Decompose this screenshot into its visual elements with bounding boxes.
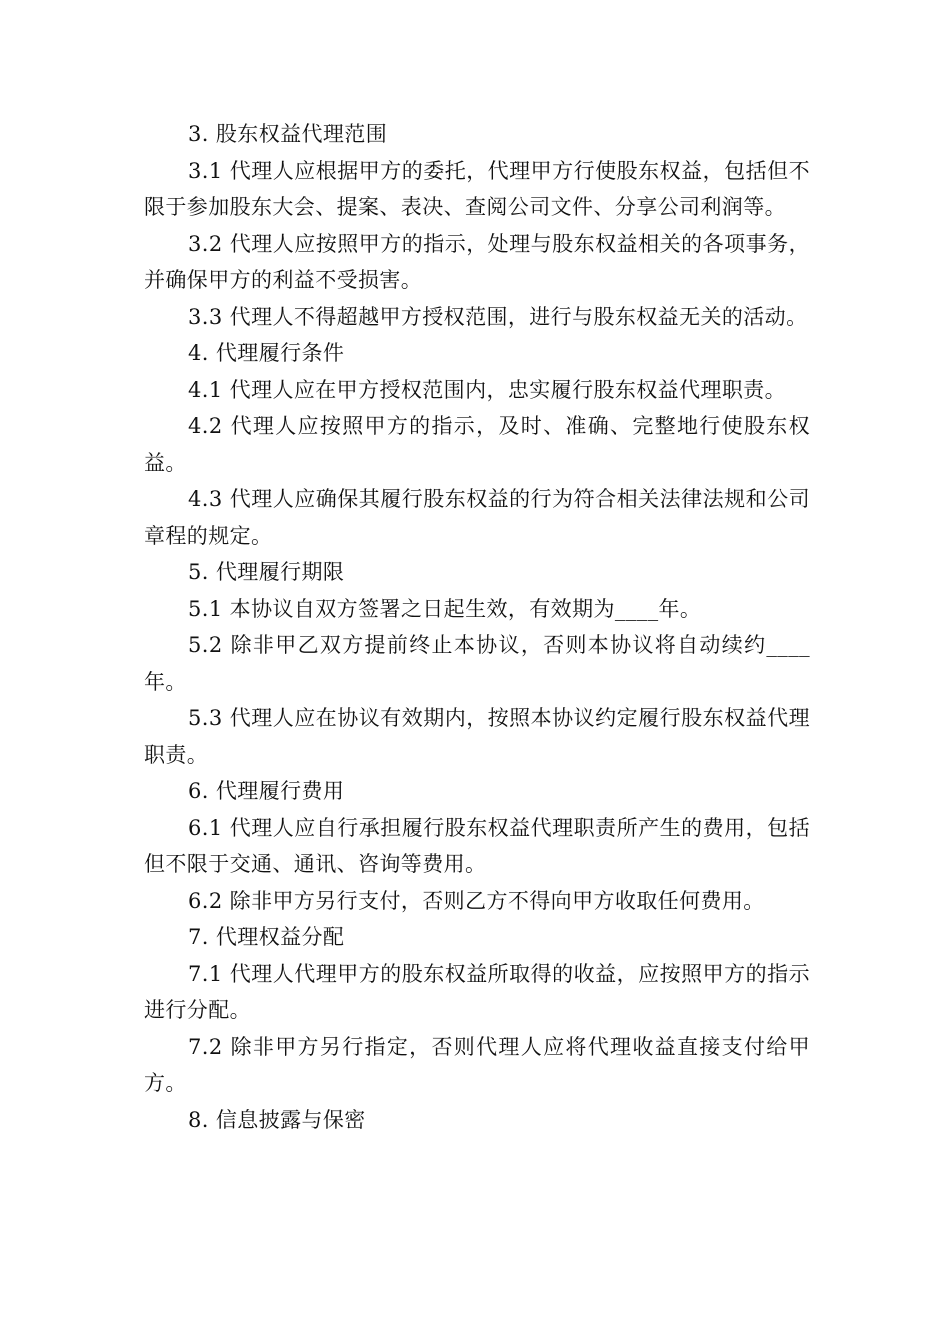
clause-6-2: 6.2 除非甲方另行支付，否则乙方不得向甲方收取任何费用。 [188, 888, 765, 913]
clause-4-3: 4.3 代理人应确保其履行股东权益的行为符合相关法律法规和公司章程的规定。 [144, 487, 810, 548]
clause-5-1: 5.1 本协议自双方签署之日起生效，有效期为____年。 [188, 596, 702, 621]
clause-7-1: 7.1 代理人代理甲方的股东权益所取得的收益，应按照甲方的指示进行分配。 [144, 961, 810, 1022]
section-heading-8: 8. 信息披露与保密 [188, 1107, 366, 1132]
section-heading-5: 5. 代理履行期限 [188, 560, 345, 584]
clause-6-1: 6.1 代理人应自行承担履行股东权益代理职责所产生的费用，包括但不限于交通、通讯、咨询等费用。 [144, 815, 810, 876]
clause-5-3: 5.3 代理人应在协议有效期内，按照本协议约定履行股东权益代理职责。 [144, 706, 810, 767]
clause-3-1: 3.1 代理人应根据甲方的委托，代理甲方行使股东权益，包括但不限于参加股东大会、提案、表决、查阅公司文件、分享公司利润等。 [144, 158, 810, 219]
section-heading-7: 7. 代理权益分配 [188, 925, 345, 949]
clause-3-3: 3.3 代理人不得超越甲方授权范围，进行与股东权益无关的活动。 [188, 304, 808, 329]
clause-4-2: 4.2 代理人应按照甲方的指示，及时、准确、完整地行使股东权益。 [144, 414, 810, 475]
section-heading-4: 4. 代理履行条件 [188, 341, 345, 365]
clause-4-1: 4.1 代理人应在甲方授权范围内，忠实履行股东权益代理职责。 [188, 377, 787, 402]
section-heading-3: 3. 股东权益代理范围 [188, 122, 388, 146]
section-heading-6: 6. 代理履行费用 [188, 779, 345, 803]
clause-5-2: 5.2 除非甲乙双方提前终止本协议，否则本协议将自动续约____年。 [144, 633, 810, 694]
document-body [144, 116, 810, 1138]
clause-7-2: 7.2 除非甲方另行指定，否则代理人应将代理收益直接支付给甲方。 [144, 1034, 810, 1095]
clause-3-2: 3.2 代理人应按照甲方的指示，处理与股东权益相关的各项事务，并确保甲方的利益不受损害。 [144, 231, 810, 292]
